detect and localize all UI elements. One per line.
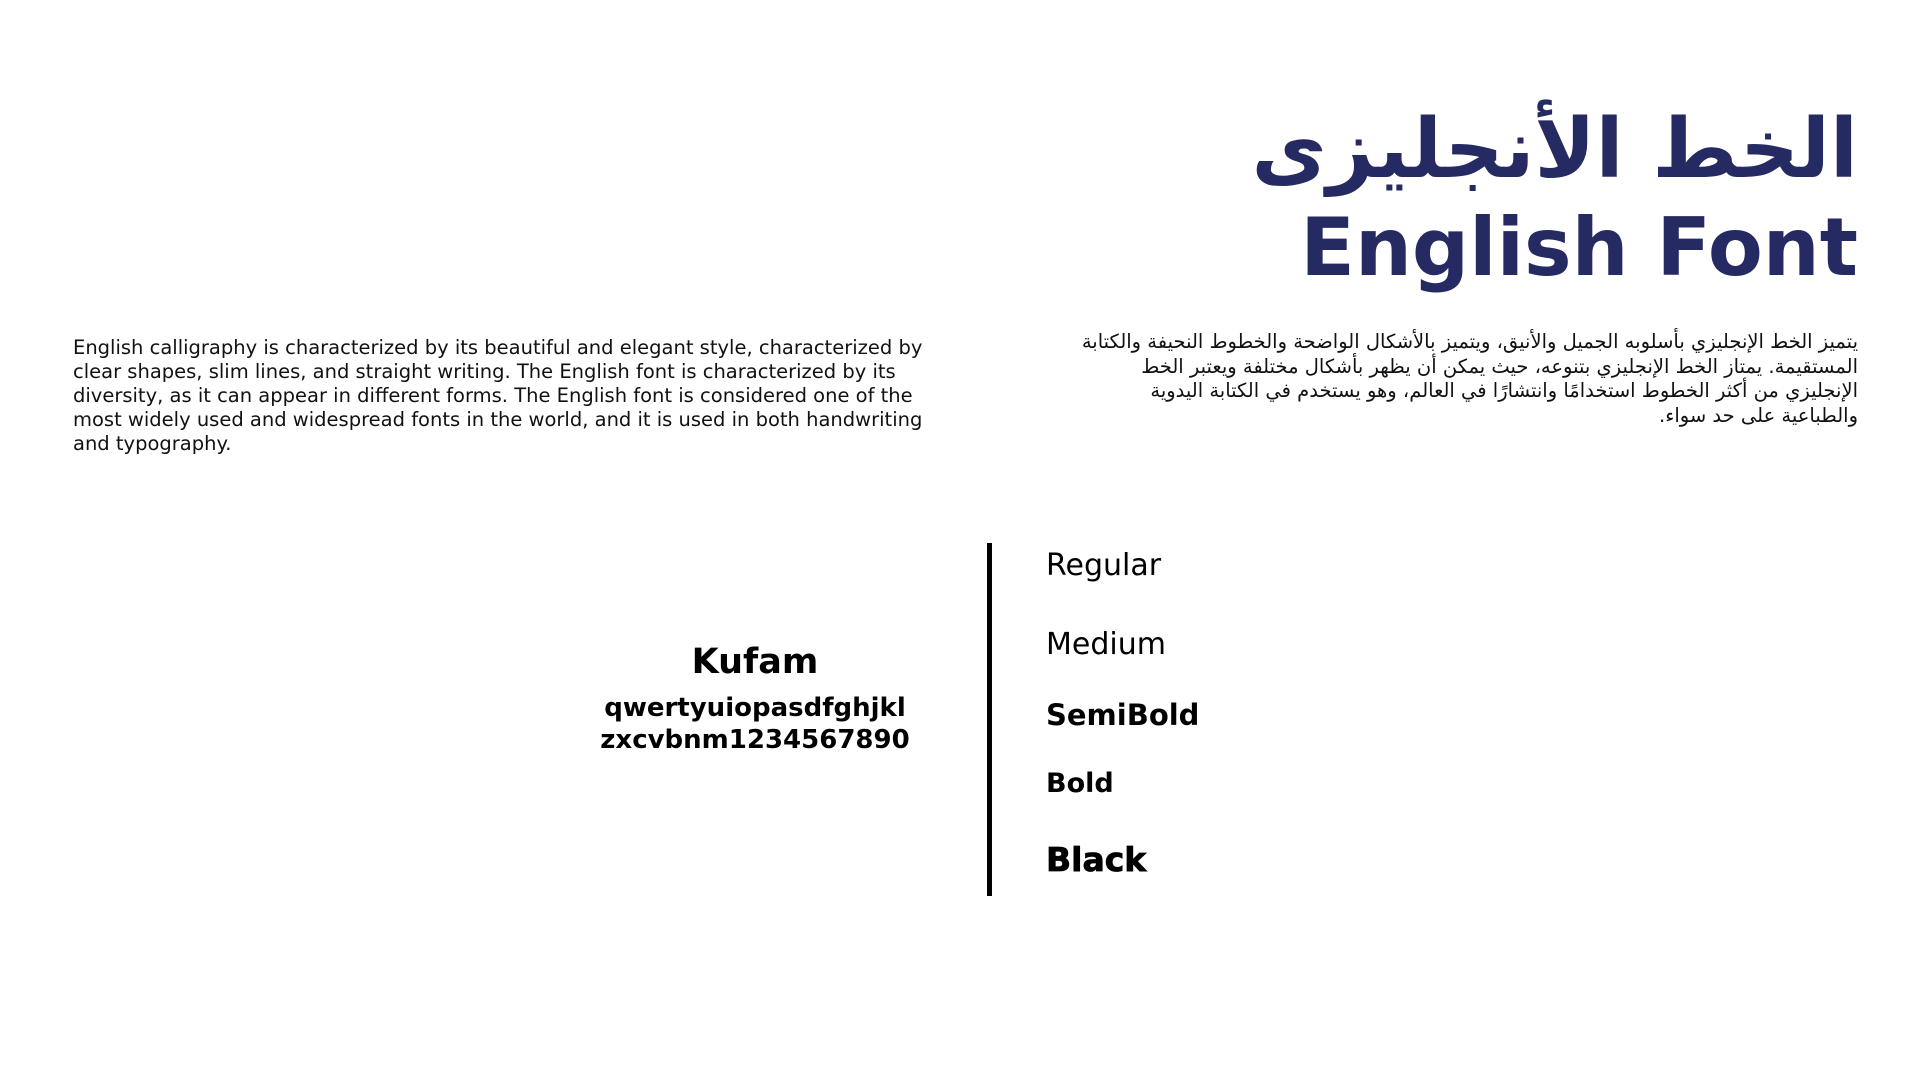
title-arabic: الخط الأنجليزى (1251, 102, 1858, 197)
title-english: English Font (1300, 201, 1858, 294)
weight-bold: Bold (1046, 768, 1114, 799)
glyph-line-letters: qwertyuiopasdfghjkl (604, 693, 906, 723)
weight-semibold: SemiBold (1046, 698, 1200, 732)
weight-medium: Medium (1046, 627, 1166, 662)
font-weights-list (1046, 0, 1446, 1080)
weight-regular: Regular (1046, 548, 1162, 583)
weight-black: Black (1046, 840, 1147, 879)
glyph-line-letters-numbers: zxcvbnm1234567890 (600, 725, 910, 755)
description-english: English calligraphy is characterized by its beautiful and elegant style, characterized by clear shapes, slim lines, and straight writing. The English font is characterized by its diversity, as it can appear in different forms. The English font is considered one of the most widely used and widespread fonts in the world, and it is used in both handwriting and typography. (73, 336, 923, 455)
vertical-divider (987, 543, 992, 896)
font-specimen (560, 640, 950, 756)
font-name: Kufam (691, 642, 819, 682)
description-arabic: يتميز الخط الإنجليزي بأسلوبه الجميل والأنيق، ويتميز بالأشكال الواضحة والخطوط النحيفة والكتابة المستقيمة. يمتاز الخط الإنجليزي بتنوعه، حيث يمكن أن يظهر بأشكال مختلفة ويعتبر الخط الإنجليزي من أكثر الخطوط استخدامًا وانتشارًا في العالم، وهو يستخدم في الكتابة اليدوية والطباعية على حد سواء. (1081, 330, 1858, 427)
glyph-sample (560, 692, 950, 756)
